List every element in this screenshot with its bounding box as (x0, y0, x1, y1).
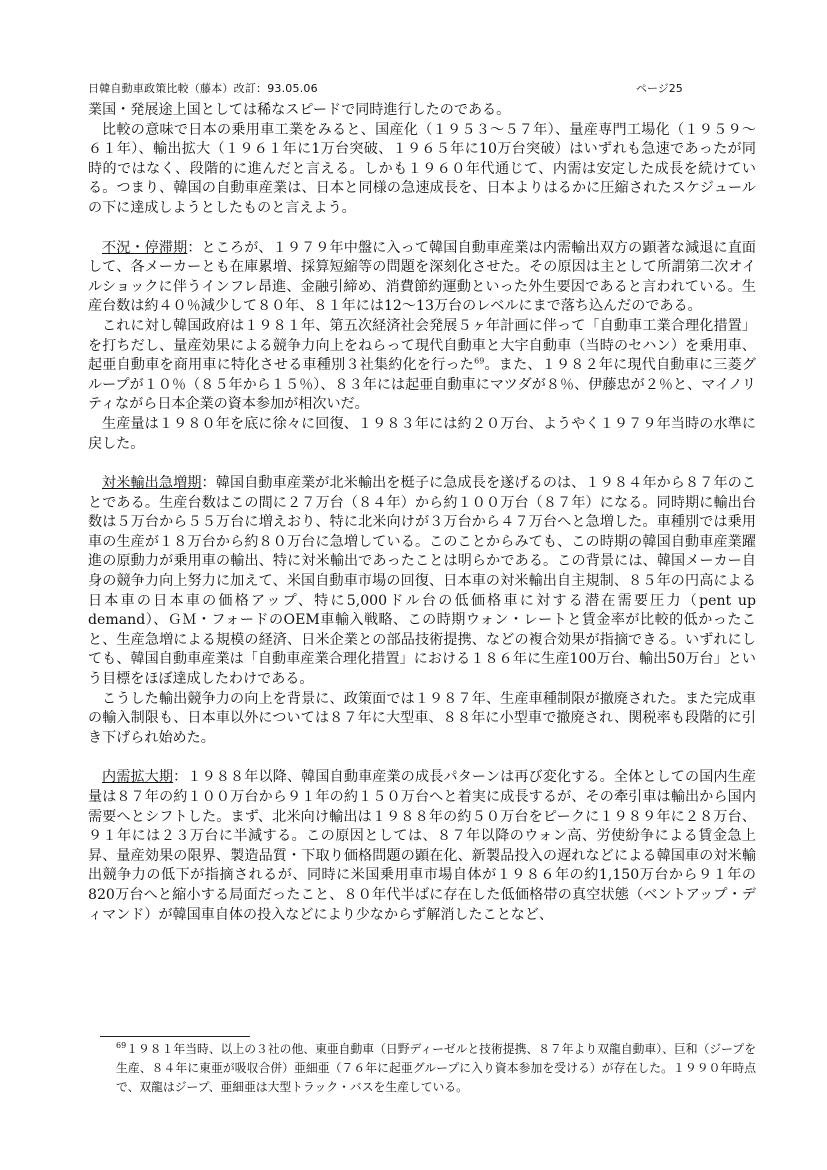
paragraph-text: 業国・発展途上国としては稀なスピードで同時進行したのである。 (88, 102, 511, 118)
paragraph-text: ：１９８８年以降、韓国自動車産業の成長パターンは再び変化する。全体としての国内生産量は８７年の約１００万台から９１年の約１５０万台へと着実に成長するが、その牽引車は輸出から国内需要へとシフトした。まず、北米向け輸出は１９８８年の約５０万台をピークに１９８９年に２８万台、９１年には２３万台に半減する。この原因としては、８７年以降のウォン高、労使紛争による賃金急上昇、量産効果の限界、製造品質・下取り価格問題の顕在化、新製品投入の遅れなどによる韓国車の対米輸出競争力の低下が指摘されるが、同時に米国乗用車市場自体が１９８６年の約1,150万台から９１年の820万台へと縮小する局面だったこと、８０年代半ばに存在した低価格帯の真空状態（ベントアップ・ディマンド）が韓国車自体の投入などにより少なからず解消したことなど、 (88, 769, 757, 923)
paragraph (88, 121, 756, 219)
footnote-divider (100, 1036, 250, 1037)
paragraph (88, 101, 756, 121)
paragraph-text: ：韓国自動車産業が北米輸出を梃子に急成長を遂げるのは、１９８４年から８７年のことである。生産台数はこの間に２７万台（８４年）から約１００万台（８７年）になる。同時期に輸出台数は５万台から５５万台に増えおり、特に北米向けが３万台から４７万台へと急増した。車種別では乗用車の生産が１８万台から約８０万台に急増している。このことからみても、この時期の韓国自動車産業躍進の原動力が乗用車の輸出、特に対米輸出であったことは明らかである。この背景には、韓国メーカー自身の競争力向上努力に加えて、米国自動車市場の回復、日本車の対米輸出自主規制、８５年の円高による日本車の日本車の価格アップ、特に5,000ドル台の低価格車に対する潜在需要圧力（pent up demand）、ＧＭ・フォードのOEM車輸入戦略、この時期ウォン・レートと賃金率が比較的低かったこと、生産急増による規模の経済、日米企業との部品技術提携、などの複合効果が指摘できる。いずれにしても、韓国自動車産業は「自動車産業合理化措置」における１８６年に生産100万台、輸出50万台」という目標をほぼ達成したわけである。 (88, 475, 757, 688)
section-paragraph (88, 239, 756, 317)
section-heading: 内需拡大期 (102, 769, 174, 786)
paragraph-text: ：ところが、１９７９年中盤に入って韓国自動車産業は内需輸出双方の顕著な減退に直面して、各メーカーとも在庫累増、採算短縮等の問題を深刻化させた。その原因は主として所謂第二次オイルショックに伴うインフレ昂進、金融引締め、消費節約運動といった外生要因であると言われている。生産台数は約４０％減少して８０年、８１年には12〜13万台のレベルにまで落ち込んだのである。 (88, 239, 757, 315)
footnote-reference: 69 (474, 356, 485, 366)
paragraph-text: 生産量は１９８０年を底に徐々に回復、１９８３年には約２０万台、ようやく１９７９年当時の水準に戻した。 (88, 415, 756, 452)
footnote-mark: 69 (116, 1041, 127, 1051)
paragraph (88, 690, 756, 749)
paragraph-text: これに対し韓国政府は１９８１年、第五次経済社会発展５ヶ年計画に伴って「自動車工業合理化措置」を打ちだし、量産効果による競争力向上をねらって現代自動車と大宇自動車（当時のセハン）を乗用車、起亜自動車を商用車に特化させる車種別３社集約化を行った (88, 317, 756, 374)
running-header-title: 日韓自動車政策比較（藤本）改訂：93.05.06 (88, 82, 318, 95)
paragraph (88, 317, 756, 415)
section-paragraph (88, 768, 756, 925)
footnote-text: １９８１年当時、以上の３社の他、東亜自動車（日野ディーゼルと技術提携、８７年より双龍自動車）、巨和（ジープを生産、８４年に東亜が吸収合併）亜細亜（７６年に起亜グループに入り資本参加を受ける）が存在した。１９９０年時点で、双龍はジープ、亜細亜は大型トラック・バスを生産している。 (116, 1042, 756, 1094)
paragraph-text: 。また、１９８２年に現代自動車に三菱グループが１０％（８５年から１５％）、８３年には起亜自動車にマツダが８％、伊藤忠が２％と、マイノリティながら日本企業の資本参加が相次いだ。 (88, 357, 757, 413)
section-heading: 不況・停滞期 (102, 239, 188, 256)
section-paragraph (88, 474, 756, 690)
paragraph-text: こうした輸出競争力の向上を背景に、政策面では１９８７年、生産車種制限が撤廃された。また完成車の輸入制限も、日本車以外については８７年に大型車、８８年に小型車で撤廃され、関税率も段階的に引き下げられ始めた。 (88, 690, 756, 746)
section-heading: 対米輸出急増期 (102, 475, 202, 492)
page-number: ページ25 (636, 82, 683, 95)
paragraph (88, 415, 756, 454)
footnote (116, 1040, 756, 1097)
paragraph-text: 比較の意味で日本の乗用車工業をみると、国産化（１９５３〜５７年）、量産専門工場化（１９５９〜６１年）、輸出拡大（１９６１年に1万台突破、１９６５年に10万台突破）はいずれも急速であったが同時的ではなく、段階的に進んだと言える。しかも１９６０年代通じて、内需は安定した成長を続けている。つまり、韓国の自動車産業は、日本と同様の急速成長を、日本よりはるかに圧縮されたスケジュールの下に達成しようとしたものと言えよう。 (88, 121, 756, 216)
body-text (88, 101, 756, 925)
